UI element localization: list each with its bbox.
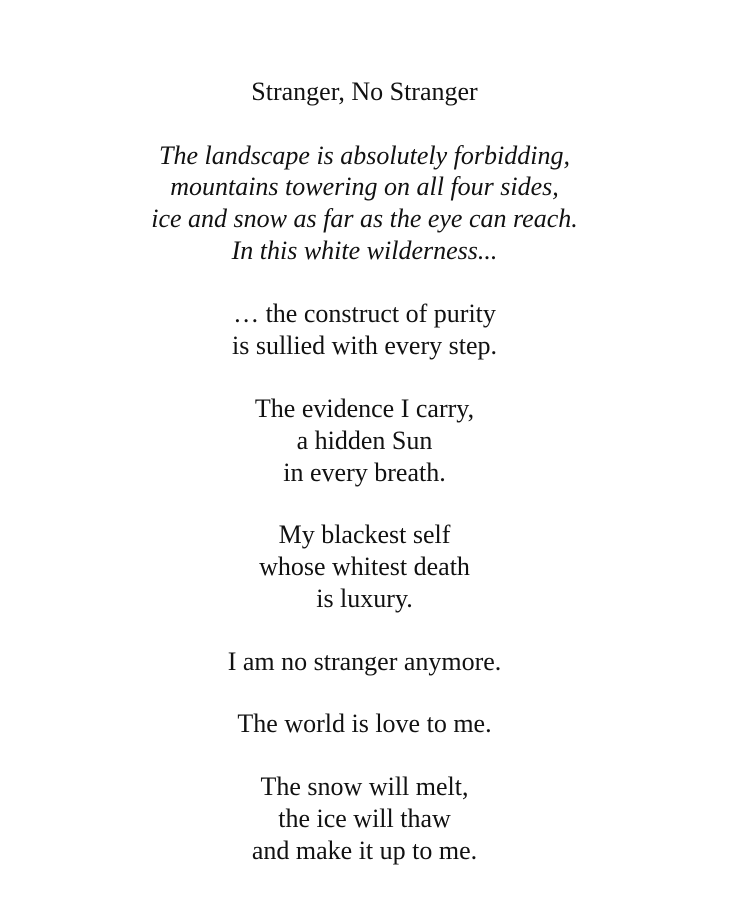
epigraph-line: The landscape is absolutely forbidding, — [159, 141, 570, 170]
stanza-line: The evidence I carry, — [254, 394, 475, 423]
stanza-line: is luxury. — [316, 584, 413, 613]
stanza-line: whose whitest death — [259, 552, 470, 581]
stanza-line: is sullied with every step. — [231, 331, 497, 360]
stanza-line: The world is love to me. — [237, 709, 492, 738]
poem-title: Stranger, No Stranger — [251, 77, 478, 106]
epigraph-line: In this white wilderness... — [231, 236, 498, 265]
stanza-line: The snow will melt, — [260, 772, 469, 801]
stanza-line: the ice will thaw — [278, 804, 451, 833]
stanza-line: My blackest self — [278, 520, 451, 549]
stanza-line: a hidden Sun — [296, 426, 433, 455]
stanza-line: I am no stranger anymore. — [227, 647, 502, 676]
epigraph-line: mountains towering on all four sides, — [170, 172, 559, 201]
stanza-line: and make it up to me. — [251, 836, 478, 865]
stanza-line: … the construct of purity — [233, 299, 496, 328]
epigraph-line: ice and snow as far as the eye can reach. — [151, 204, 578, 233]
stanza-line: in every breath. — [283, 458, 446, 487]
